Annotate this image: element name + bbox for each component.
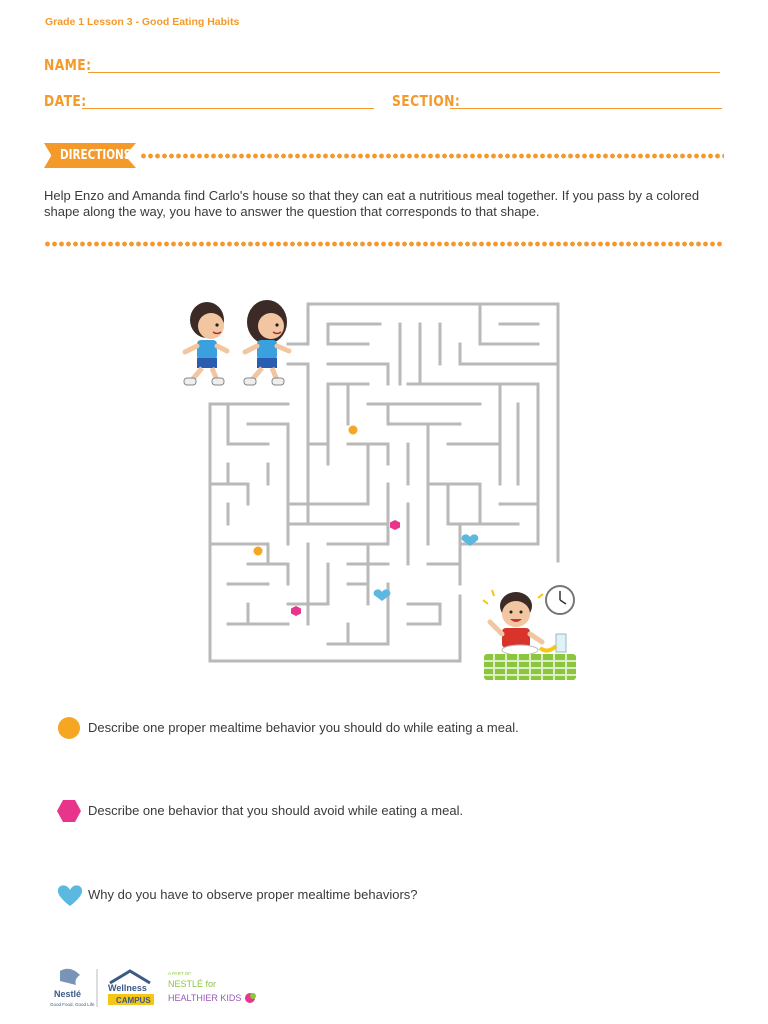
directions-label: DIRECTIONS <box>60 148 132 163</box>
question-1: Describe one proper mealtime behavior you should do while eating a meal. <box>88 720 519 735</box>
clock-icon <box>546 586 574 614</box>
wellness-campus-logo <box>108 971 154 1005</box>
dotted-divider-bottom <box>44 241 724 247</box>
orange-circle-marker-2 <box>254 547 263 556</box>
dotted-divider-top <box>140 153 724 159</box>
campus-text: CAMPUS <box>116 996 151 1005</box>
question-2: Describe one behavior that you should avoid while eating a meal. <box>88 803 464 818</box>
pink-hexagon-marker-2 <box>291 606 301 616</box>
orange-circle-marker-1 <box>349 426 358 435</box>
nestle-logo <box>50 969 95 1007</box>
pink-hexagon-marker-1 <box>390 520 400 530</box>
nestle-text: Nestlé <box>54 989 82 999</box>
name-label: NAME: <box>44 56 92 74</box>
date-label: DATE: <box>44 92 87 110</box>
directions-text: Help Enzo and Amanda find Carlo's house so that they can eat a nutritious meal together. If you pass by a colored shape along the way, you have to answer the question that corresponds to that shape. <box>44 188 700 219</box>
pink-hexagon-icon <box>57 799 81 823</box>
name-field[interactable] <box>88 72 720 73</box>
nestle-healthier-kids-logo <box>168 971 256 1003</box>
orange-circle-icon <box>57 716 81 740</box>
blue-heart-icon <box>57 883 83 907</box>
partner-logos <box>50 965 260 1011</box>
section-label: SECTION: <box>392 92 461 110</box>
lesson-title: Grade 1 Lesson 3 - Good Eating Habits <box>45 16 240 28</box>
question-3: Why do you have to observe proper mealtime behaviors? <box>88 887 418 902</box>
nestle-tagline: Good Food, Good Life <box>50 1002 95 1007</box>
healthier-kids-text: HEALTHIER KIDS <box>168 993 242 1003</box>
date-field[interactable] <box>82 108 374 109</box>
carlo-eating-illustration <box>480 582 580 686</box>
nestle-for-text: NESTLÉ for <box>168 979 217 989</box>
wellness-text: Wellness <box>108 983 147 993</box>
footer-logos <box>50 965 260 1016</box>
section-field[interactable] <box>450 108 722 109</box>
part-of-text: A PART OF <box>168 971 192 976</box>
